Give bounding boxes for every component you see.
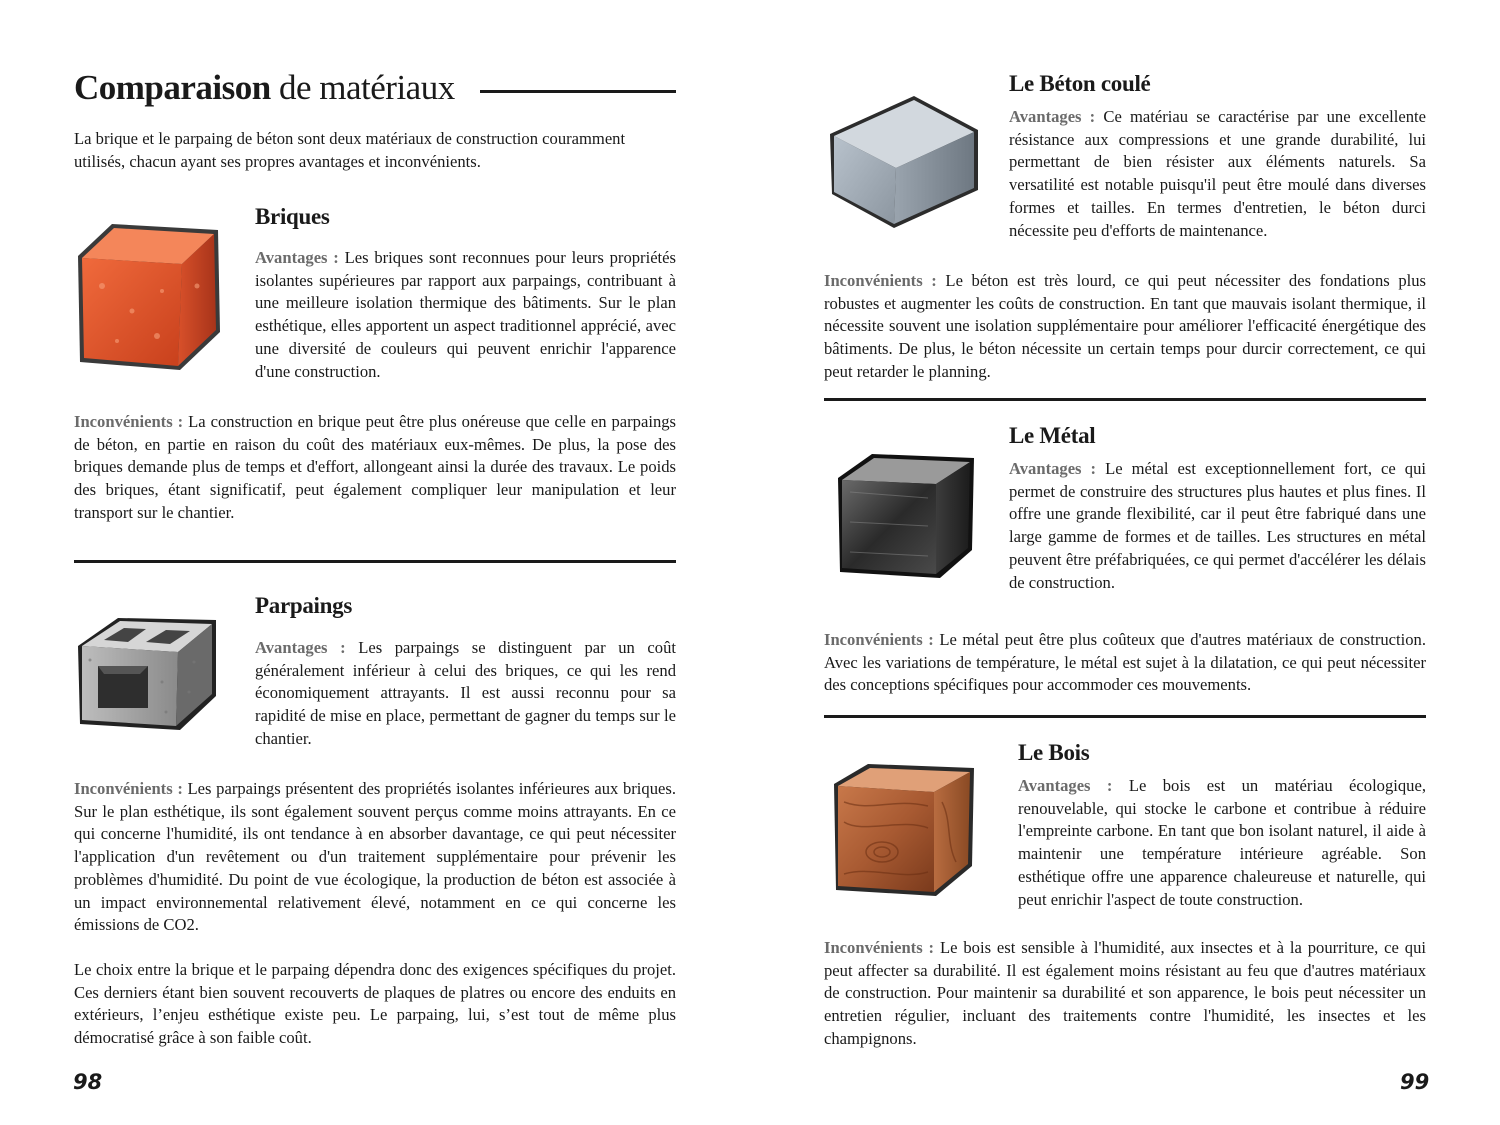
- parpaings-disadvantages: [74, 778, 676, 937]
- page-number: 99: [1400, 1070, 1430, 1094]
- advantages-text: Ce matériau se caractérise par une excellente résistance aux compressions et une grande durabilité, lui permettant de bien résister aux éléments naturels. Sa versatilité est notable puisqu'il peut être moulé dans diverses formes et tailles. En termes d'entretien, le béton durci nécessite peu d'efforts de maintenance.: [1009, 107, 1426, 240]
- advantages-text: Les briques sont reconnues pour leurs propriétés isolantes supérieures par rapport aux parpaings, contribuant à une meilleure isolation thermique des bâtiments. Sur le plan esthétique, elles apportent un aspect traditionnel apprécié, avec une diversité de couleurs qui peuvent enrichir l'apparence d'une construction.: [255, 248, 676, 381]
- advantages-text: Les parpaings se distinguent par un coût généralement inférieur à celui des briques, ce qui les rend économiquement attrayants. Il est aussi reconnu pour sa rapidité de mise en place, permettant de gagner du temps sur le chantier.: [255, 638, 676, 748]
- metal-title: Le Métal: [1009, 423, 1096, 448]
- disadvantages-label: Inconvénients :: [824, 630, 934, 649]
- metal-advantages: [1009, 458, 1426, 594]
- page-title: [74, 66, 676, 112]
- section-divider: [824, 398, 1426, 401]
- title-rule: [480, 90, 676, 93]
- section-divider: [74, 560, 676, 563]
- bois-title: Le Bois: [1018, 740, 1090, 765]
- disadvantages-label: Inconvénients :: [74, 412, 184, 431]
- disadvantages-text: Le métal peut être plus coûteux que d'autres matériaux de construction. Avec les variations de température, le métal est sujet à la dilatation, ce qui peut nécessiter des conceptions spécifiques pour accommoder ces mouvements.: [824, 630, 1426, 695]
- bois-advantages: [1018, 775, 1426, 911]
- bois-disadvantages: [824, 937, 1426, 1051]
- concrete-cube-image: [828, 94, 982, 230]
- parpaings-title: Parpaings: [255, 593, 352, 618]
- advantages-label: Avantages :: [1009, 107, 1096, 126]
- briques-disadvantages: [74, 411, 676, 525]
- title-rest: de matériaux: [270, 68, 455, 107]
- disadvantages-text: Le béton est très lourd, ce qui peut nécessiter des fondations plus robustes et augmenter les coûts de construction. En tant que mauvais isolant thermique, il nécessite souvent une isolation supplémentaire pour améliorer l'efficacité énergétique des bâtiments. De plus, le béton nécessite un certain temps pour durcir correctement, ce qui peut retarder le planning.: [824, 271, 1426, 381]
- disadvantages-text: La construction en brique peut être plus onéreuse que celle en parpaings de béton, en partie en raison du coût des matériaux eux-mêmes. De plus, la pose des briques demande plus de temps et d'effort, allongeant ainsi la durée des travaux. Le poids des briques, étant significatif, peut également compliquer leur manipulation et leur transport sur le chantier.: [74, 412, 676, 522]
- concrete-block-image: [74, 612, 220, 734]
- conclusion-paragraph: Le choix entre la brique et le parpaing dépendra donc des exigences spécifiques du projet. Ces derniers étant bien souvent recouverts de plaques de platres ou encore des enduits en extérieurs, l’enjeu esthétique existe peu. Le parpaing, lui, s’est tout de même plus démocratisé grâce à son faible coût.: [74, 960, 676, 1048]
- metal-cube-image: [836, 452, 976, 580]
- advantages-text: Le métal est exceptionnellement fort, ce qui permet de construire des structures plus hautes et plus fines. Il offre une grande flexibilité, car il peut être fabriqué dans une large gamme de formes et de tailles. Les structures en métal peuvent être préfabriquées, ce qui permet d'accélérer les délais de construction.: [1009, 459, 1426, 592]
- brick-image: [72, 216, 224, 378]
- wood-cube-image: [832, 762, 976, 898]
- page-number: 98: [73, 1070, 103, 1094]
- advantages-label: Avantages :: [255, 248, 339, 267]
- beton-advantages: [1009, 106, 1426, 242]
- disadvantages-label: Inconvénients :: [74, 779, 183, 798]
- briques-advantages: [255, 247, 676, 383]
- disadvantages-text: Les parpaings présentent des propriétés isolantes inférieures aux briques. Sur le plan esthétique, ils sont également souvent perçus comme moins attrayants. En ce qui concerne l'humidité, ils ont tendance à en absorber davantage, ce qui peut nécessiter l'application d'un revêtement ou d'un traitement supplémentaire pour prévenir les problèmes d'humidité. Du point de vue écologique, la production de béton est associée à un impact environnemental relativement élevé, notamment en ce qui concerne les émissions de CO2.: [74, 779, 676, 935]
- disadvantages-text: Le bois est sensible à l'humidité, aux insectes et à la pourriture, ce qui peut affecter sa durabilité. Il est également moins résistant au feu que d'autres matériaux de construction. Pour maintenir sa durabilité et son apparence, le bois peut nécessiter un entretien régulier, incluant des traitements contre l'humidité, les insectes et les champignons.: [824, 938, 1426, 1048]
- beton-title: Le Béton coulé: [1009, 71, 1151, 96]
- advantages-text: Le bois est un matériau écologique, renouvelable, qui stocke le carbone et contribue à réduire l'empreinte carbone. En tant que bon isolant naturel, il aide à maintenir une température intérieure agréable. Son esthétique offre une apparence chaleureuse et naturelle, qui peut enrichir l'aspect de toute construction.: [1018, 776, 1426, 909]
- briques-title: Briques: [255, 204, 330, 229]
- right-page: [750, 0, 1500, 1125]
- title-bold: Comparaison: [74, 68, 271, 107]
- disadvantages-label: Inconvénients :: [824, 271, 937, 290]
- section-divider: [824, 715, 1426, 718]
- advantages-label: Avantages :: [1018, 776, 1113, 795]
- disadvantages-label: Inconvénients :: [824, 938, 935, 957]
- advantages-label: Avantages :: [1009, 459, 1097, 478]
- intro-paragraph: La brique et le parpaing de béton sont deux matériaux de construction couramment utilisés, chacun ayant ses propres avantages et inconvénients.: [74, 129, 626, 171]
- advantages-label: Avantages :: [255, 638, 346, 657]
- parpaings-advantages: [255, 637, 676, 751]
- metal-disadvantages: [824, 629, 1426, 697]
- beton-disadvantages: [824, 270, 1426, 384]
